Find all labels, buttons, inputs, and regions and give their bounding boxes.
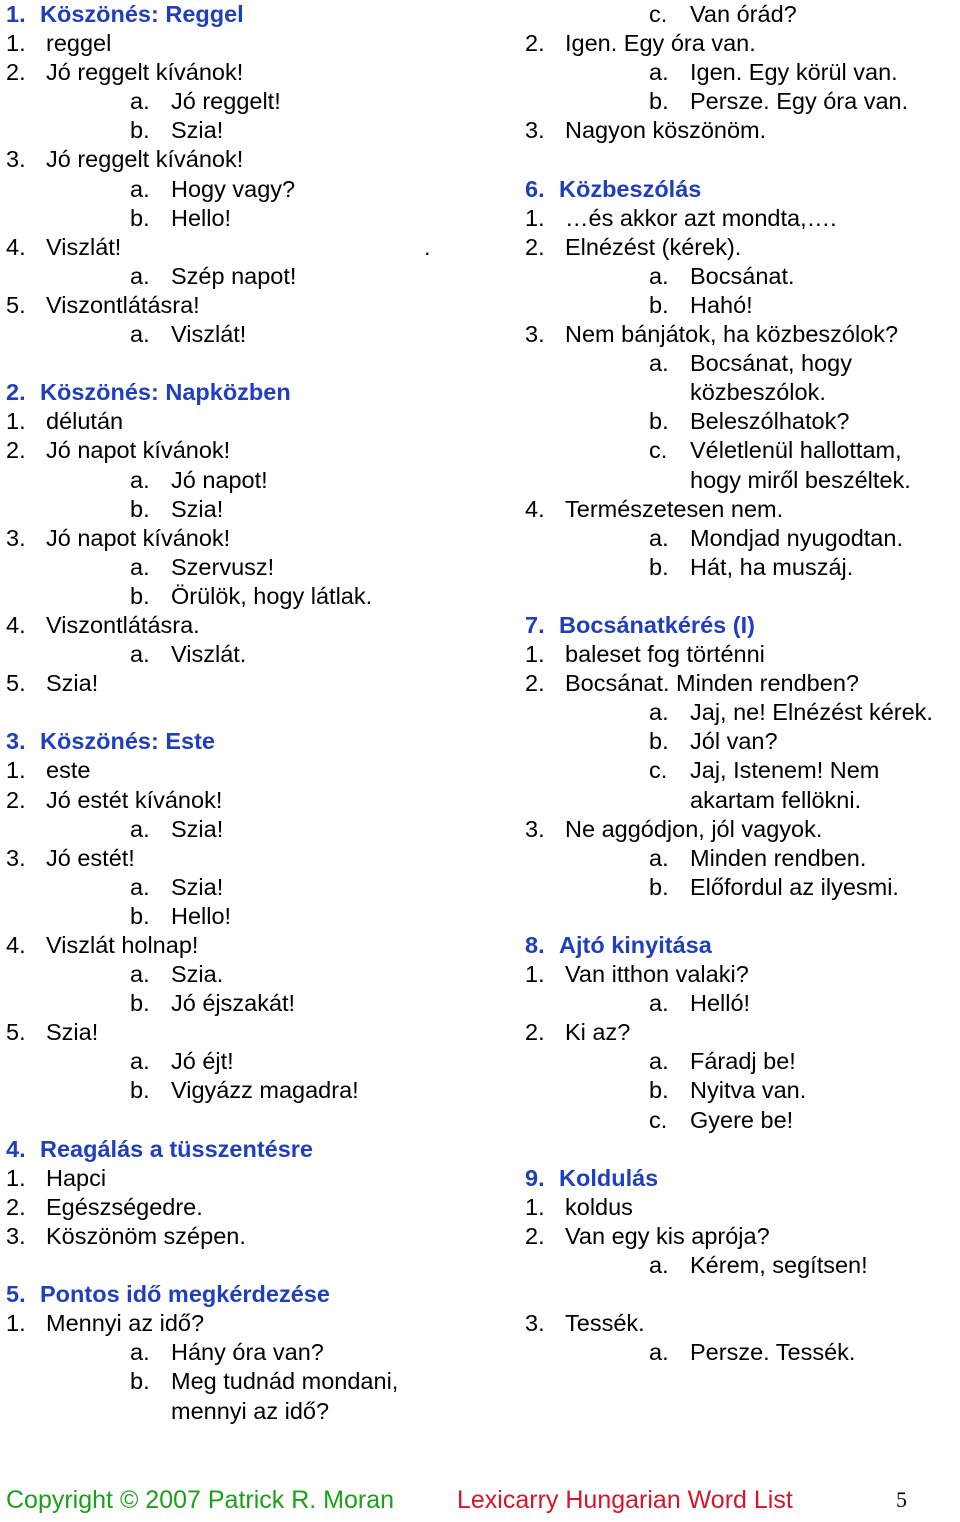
blank-line [525,902,960,931]
section-heading-text: Ajtó kinyitása [559,932,712,958]
item-text: Jaj, Istenem! Nem [690,757,880,784]
sub-item-letter: a. [130,1339,150,1366]
sub-item [525,1076,960,1105]
item-text: Gyere be! [690,1106,794,1133]
item-number: 2. [525,1019,545,1046]
item-text: közbeszólok. [690,379,826,406]
item-number: 5. [6,1019,26,1046]
item-number: 3. [525,1310,545,1337]
sub-item [6,1047,476,1076]
section-heading-text: Közbeszólás [559,175,702,202]
item-number: 4. [6,932,26,958]
numbered-item [6,931,476,960]
numbered-item [6,524,476,553]
item-text: Jó napot kívánok! [46,524,231,551]
item-text: koldus [565,1193,633,1220]
sub-item [525,407,960,436]
item-text: Hello! [171,204,232,231]
item-text: Nem bánjátok, ha közbeszólok? [565,321,899,348]
item-number: 6. [525,175,545,202]
numbered-item [525,815,960,844]
sub-item-letter: a. [649,524,669,551]
item-text: Jó napot! [171,466,268,493]
sub-item-letter: c. [649,1,668,27]
numbered-item [525,1193,960,1222]
section-heading [6,378,476,407]
numbered-item [525,29,960,58]
item-number: 2. [525,670,545,697]
sub-item-letter: c. [649,437,668,464]
sub-item-letter: b. [130,902,150,929]
sub-item [6,175,476,204]
item-number: 1. [6,408,26,435]
numbered-item [525,320,960,349]
sub-item-letter: b. [130,1368,150,1395]
sub-item [525,873,960,902]
item-text: Szia! [171,117,224,144]
item-text: Fáradj be! [690,1048,796,1075]
item-text: Helló! [690,990,751,1017]
item-text: Minden rendben. [690,844,867,871]
sub-item-letter: c. [649,757,668,784]
section-heading-text: Koldulás [559,1164,659,1191]
stray-period: . [424,233,431,260]
item-number: 2. [525,233,545,260]
numbered-item [6,844,476,873]
item-number: 5. [6,670,26,697]
item-text: Viszontlátásra! [46,291,200,318]
item-text: Szervusz! [171,553,275,580]
item-text: Hát, ha muszáj. [690,553,854,580]
item-number: 2. [525,1222,545,1249]
item-number: 1. [6,757,26,784]
sub-item [6,815,476,844]
section-heading [6,1280,476,1309]
item-number: 1. [525,961,545,988]
sub-item-letter: a. [649,262,669,289]
numbered-item [6,1193,476,1222]
continuation-line [525,378,960,407]
item-text: Viszlát! [171,321,247,348]
item-text: Előfordul az ilyesmi. [690,873,899,900]
item-text: Elnézést (kérek). [565,233,742,260]
sub-item-letter: a. [130,815,150,842]
item-number: 2. [6,437,26,464]
item-number: 1. [525,1193,545,1220]
item-number: 3. [6,1222,26,1249]
section-heading-text: Reagálás a tüsszentésre [40,1135,314,1162]
sub-item-letter: a. [130,641,150,668]
item-text: Hahó! [690,291,753,318]
numbered-item [6,29,476,58]
copyright-notice: Copyright © 2007 Patrick R. Moran [6,1486,395,1514]
item-text: Jó reggelt! [171,88,281,115]
item-text: Mondjad nyugodtan. [690,524,903,551]
item-text: Ne aggódjon, jól vagyok. [565,815,823,842]
sub-item-letter: b. [649,873,669,900]
sub-item-letter: a. [130,553,150,580]
sub-item-letter: a. [649,350,669,377]
numbered-item [6,611,476,640]
continuation-line [6,1397,476,1426]
item-number: 2. [525,30,545,57]
blank-line [6,1106,476,1135]
sub-item-letter: a. [649,699,669,726]
blank-line [525,1135,960,1164]
item-text: Igen. Egy körül van. [690,59,898,86]
item-text: Van órád? [690,1,797,27]
sub-item-letter: b. [130,495,150,522]
sub-item-letter: a. [649,59,669,86]
sub-item-letter: a. [130,961,150,988]
numbered-item [6,58,476,87]
continuation-line [525,786,960,815]
item-text: akartam fellökni. [690,786,862,813]
sub-item [6,1076,476,1105]
item-number: 1. [6,30,26,57]
sub-item [525,553,960,582]
item-text: Bocsánat, hogy [690,350,852,377]
item-text: Persze. Egy óra van. [690,88,909,115]
item-text: Mennyi az idő? [46,1310,205,1337]
document-title: Lexicarry Hungarian Word List [457,1486,793,1514]
item-number: 3. [525,815,545,842]
numbered-item [525,640,960,669]
section-heading-text: Pontos idő megkérdezése [40,1281,330,1308]
sub-item-letter: a. [649,1339,669,1366]
section-heading [6,1135,476,1164]
item-number: 8. [525,932,545,958]
item-text: Jaj, ne! Elnézést kérek. [690,699,933,726]
item-text: Beleszólhatok? [690,408,850,435]
item-text: Szia! [46,670,99,697]
numbered-item [6,291,476,320]
item-text: Szia! [171,873,224,900]
sub-item [525,58,960,87]
item-text: Szia! [171,495,224,522]
item-number: 4. [525,495,545,522]
numbered-item [525,233,960,262]
sub-item [6,466,476,495]
item-text: Szép napot! [171,262,297,289]
sub-item [6,495,476,524]
sub-item-letter: b. [130,204,150,231]
numbered-item [6,1018,476,1047]
sub-item [525,1251,960,1280]
sub-item-letter: b. [649,88,669,115]
sub-item-letter: a. [130,873,150,900]
sub-item-letter: b. [649,1077,669,1104]
sub-item [525,756,960,785]
numbered-item [525,960,960,989]
sub-item [6,902,476,931]
item-text: baleset fog történni [565,641,765,668]
sub-item-letter: b. [130,582,150,609]
item-text: Szia! [171,815,224,842]
item-text: Viszlát! [46,233,122,260]
numbered-item [6,233,476,262]
sub-item [6,116,476,145]
sub-item-letter: b. [130,990,150,1017]
item-text: …és akkor azt mondta,…. [565,204,837,231]
section-heading-text: Köszönés: Este [40,728,215,755]
item-text: Szia! [46,1019,99,1046]
sub-item [6,320,476,349]
sub-item-letter: a. [649,1048,669,1075]
item-text: este [46,757,91,784]
sub-item [525,291,960,320]
sub-item-letter: c. [649,1106,668,1133]
item-number: 1. [525,204,545,231]
item-number: 4. [6,611,26,638]
item-text: Viszlát holnap! [46,932,199,958]
page-number: 5 [896,1487,907,1512]
sub-item-letter: a. [130,262,150,289]
item-text: Ki az? [565,1019,631,1046]
numbered-item [6,407,476,436]
sub-item-letter: b. [649,291,669,318]
sub-item [6,640,476,669]
item-text: Bocsánat. Minden rendben? [565,670,859,697]
item-text: Hapci [46,1164,107,1191]
sub-item-letter: a. [649,1252,669,1279]
blank-line [6,1251,476,1280]
item-number: 2. [6,59,26,86]
section-heading [525,1164,960,1193]
sub-item [6,1367,476,1396]
blank-line [6,698,476,727]
item-text: Viszlát. [171,641,247,668]
sub-item [6,582,476,611]
sub-item [525,0,960,29]
sub-item [6,87,476,116]
item-number: 1. [525,641,545,668]
blank-line [6,349,476,378]
numbered-item [6,786,476,815]
sub-item-letter: a. [130,321,150,348]
item-text: Természetesen nem. [565,495,784,522]
item-text: Véletlenül hallottam, [690,437,902,464]
right-column [525,0,960,1367]
item-number: 5. [6,1281,26,1308]
sub-item-letter: b. [649,553,669,580]
item-text: Igen. Egy óra van. [565,30,756,57]
numbered-item [6,145,476,174]
item-number: 1. [6,1310,26,1337]
item-number: 7. [525,611,545,638]
sub-item-letter: b. [649,728,669,755]
item-text: Jó reggelt kívánok! [46,146,244,173]
item-text: Bocsánat. [690,262,795,289]
sub-item-letter: b. [649,408,669,435]
item-text: hogy miről beszéltek. [690,466,911,493]
numbered-item [525,116,960,145]
item-number: 2. [6,379,26,406]
item-text: Hello! [171,902,232,929]
item-text: Tessék. [565,1310,645,1337]
item-text: Nagyon köszönöm. [565,117,767,144]
sub-item [6,873,476,902]
item-text: Meg tudnád mondani, [171,1368,399,1395]
sub-item [525,1047,960,1076]
numbered-item [6,669,476,698]
item-text: Viszontlátásra. [46,611,200,638]
blank-line [525,1280,960,1309]
item-text: Hogy vagy? [171,175,296,202]
item-text: Van itthon valaki? [565,961,749,988]
numbered-item [525,1018,960,1047]
item-text: Jó reggelt kívánok! [46,59,244,86]
item-text: Egészségedre. [46,1193,203,1220]
sub-item-letter: a. [130,1048,150,1075]
blank-line [525,582,960,611]
blank-line [525,145,960,174]
item-text: Persze. Tessék. [690,1339,856,1366]
item-text: Jó estét kívánok! [46,786,223,813]
section-heading-text: Köszönés: Reggel [40,1,244,27]
item-number: 1. [6,1,26,27]
item-text: reggel [46,30,112,57]
numbered-item [6,1309,476,1338]
sub-item [525,262,960,291]
item-number: 5. [6,291,26,318]
numbered-item [525,1309,960,1338]
numbered-item [6,1222,476,1251]
section-heading [525,611,960,640]
sub-item-letter: a. [649,844,669,871]
item-text: Hány óra van? [171,1339,324,1366]
section-heading [6,0,476,29]
item-text: Vigyázz magadra! [171,1077,359,1104]
numbered-item [525,204,960,233]
item-text: Nyitva van. [690,1077,807,1104]
item-text: Jól van? [690,728,778,755]
sub-item [525,727,960,756]
item-number: 3. [6,844,26,871]
sub-item [6,960,476,989]
numbered-item [6,756,476,785]
item-number: 9. [525,1164,545,1191]
section-heading [525,175,960,204]
numbered-item [6,1164,476,1193]
item-number: 1. [6,1164,26,1191]
sub-item [525,349,960,378]
sub-item [525,844,960,873]
left-column [6,0,476,1426]
item-number: 3. [6,524,26,551]
sub-item-letter: a. [130,88,150,115]
sub-item [525,524,960,553]
page-footer [6,1484,956,1516]
item-text: Köszönöm szépen. [46,1222,246,1249]
sub-item [525,1106,960,1135]
sub-item-letter: b. [130,1077,150,1104]
sub-item [525,989,960,1018]
item-number: 4. [6,1135,26,1162]
section-heading [525,931,960,960]
sub-item [6,262,476,291]
sub-item-letter: a. [130,175,150,202]
sub-item [525,87,960,116]
sub-item-letter: b. [130,117,150,144]
item-number: 3. [6,146,26,173]
sub-item [525,436,960,465]
continuation-line [525,466,960,495]
sub-item [6,204,476,233]
item-number: 3. [525,321,545,348]
sub-item [6,553,476,582]
sub-item-letter: a. [130,466,150,493]
sub-item [6,1338,476,1367]
item-text: délután [46,408,124,435]
item-text: Jó éjszakát! [171,990,296,1017]
item-number: 3. [6,728,26,755]
item-number: 4. [6,233,26,260]
sub-item-letter: a. [649,990,669,1017]
item-text: mennyi az idő? [171,1397,330,1424]
item-text: Jó estét! [46,844,135,871]
item-text: Szia. [171,961,224,988]
section-heading-text: Bocsánatkérés (I) [559,611,755,638]
item-number: 2. [6,1193,26,1220]
numbered-item [6,436,476,465]
sub-item [525,1338,960,1367]
item-text: Van egy kis aprója? [565,1222,770,1249]
section-heading [6,727,476,756]
numbered-item [525,495,960,524]
item-number: 2. [6,786,26,813]
numbered-item [525,1222,960,1251]
item-text: Örülök, hogy látlak. [171,582,373,609]
item-text: Jó napot kívánok! [46,437,231,464]
item-text: Kérem, segítsen! [690,1252,868,1279]
item-text: Jó éjt! [171,1048,234,1075]
item-number: 3. [525,117,545,144]
numbered-item [525,669,960,698]
section-heading-text: Köszönés: Napközben [40,379,291,406]
sub-item [525,698,960,727]
sub-item [6,989,476,1018]
